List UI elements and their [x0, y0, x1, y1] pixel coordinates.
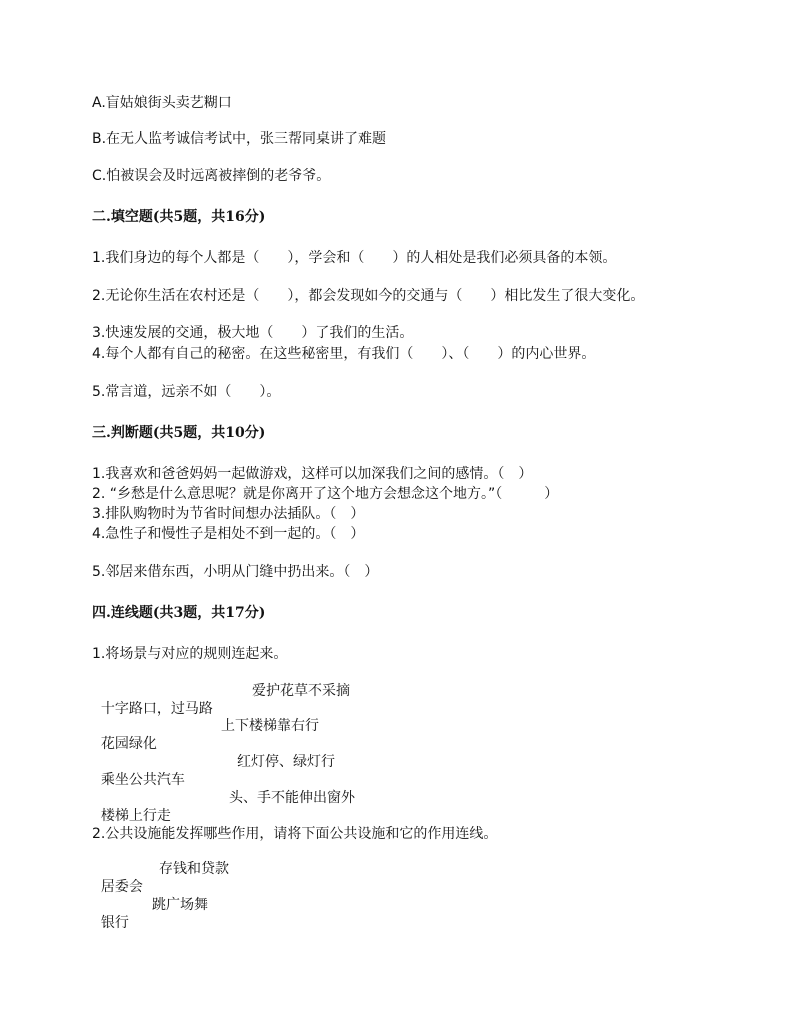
matching-scene: 十字路口，过马路 — [100, 701, 213, 717]
matching-rule: 上下楼梯靠右行 — [221, 718, 319, 734]
fill-blank-question-3: 3.快速发展的交通，极大地（ ）了我们的生活。 — [92, 325, 414, 341]
matching-question-2: 2.公共设施能发挥哪些作用，请将下面公共设施和它的作用连线。 — [92, 826, 498, 842]
matching-scene: 楼梯上行走 — [100, 808, 171, 824]
matching-rule: 爱护花草不采摘 — [252, 683, 350, 699]
fill-blank-question-2: 2.无论你生活在农村还是（ ），都会发现如今的交通与（ ）相比发生了很大变化。 — [92, 288, 645, 304]
true-false-question-1: 1.我喜欢和爸爸妈妈一起做游戏，这样可以加深我们之间的感情。（ ） — [92, 466, 533, 482]
section-heading-fill-blank: 二.填空题(共5题，共16分) — [92, 209, 266, 225]
fill-blank-question-1: 1.我们身边的每个人都是（ ），学会和（ ）的人相处是我们必须具备的本领。 — [92, 250, 617, 266]
matching-facility: 银行 — [100, 915, 129, 931]
matching-function: 存钱和贷款 — [159, 861, 229, 877]
matching-rule: 头、手不能伸出窗外 — [229, 790, 355, 806]
true-false-question-5: 5.邻居来借东西，小明从门缝中扔出来。（ ） — [92, 564, 379, 580]
matching-scene: 乘坐公共汽车 — [100, 772, 185, 788]
fill-blank-question-4: 4.每个人都有自己的秘密。在这些秘密里，有我们（ ）、（ ）的内心世界。 — [92, 346, 596, 362]
matching-function: 跳广场舞 — [152, 897, 208, 913]
option-a: A.盲姑娘街头卖艺糊口 — [92, 95, 232, 111]
option-c: C.怕被误会及时远离被摔倒的老爷爷。 — [92, 168, 331, 184]
true-false-question-3: 3.排队购物时为节省时间想办法插队。（ ） — [92, 506, 365, 522]
matching-scene: 花园绿化 — [100, 736, 157, 752]
matching-question-1: 1.将场景与对应的规则连起来。 — [92, 646, 288, 662]
section-heading-true-false: 三.判断题(共5题，共10分) — [92, 425, 266, 441]
fill-blank-question-5: 5.常言道，远亲不如（ ）。 — [92, 384, 281, 400]
true-false-question-4: 4.急性子和慢性子是相处不到一起的。（ ） — [92, 526, 365, 542]
matching-facility: 居委会 — [100, 879, 143, 895]
matching-rule: 红灯停、绿灯行 — [237, 754, 335, 770]
section-heading-matching: 四.连线题(共3题，共17分) — [92, 605, 266, 621]
matching-pair — [92, 896, 208, 950]
option-b: B.在无人监考诚信考试中，张三帮同桌讲了难题 — [92, 131, 387, 147]
true-false-question-2: 2. “乡愁是什么意思呢？就是你离开了这个地方会想念这个地方。”（ ） — [92, 486, 559, 502]
